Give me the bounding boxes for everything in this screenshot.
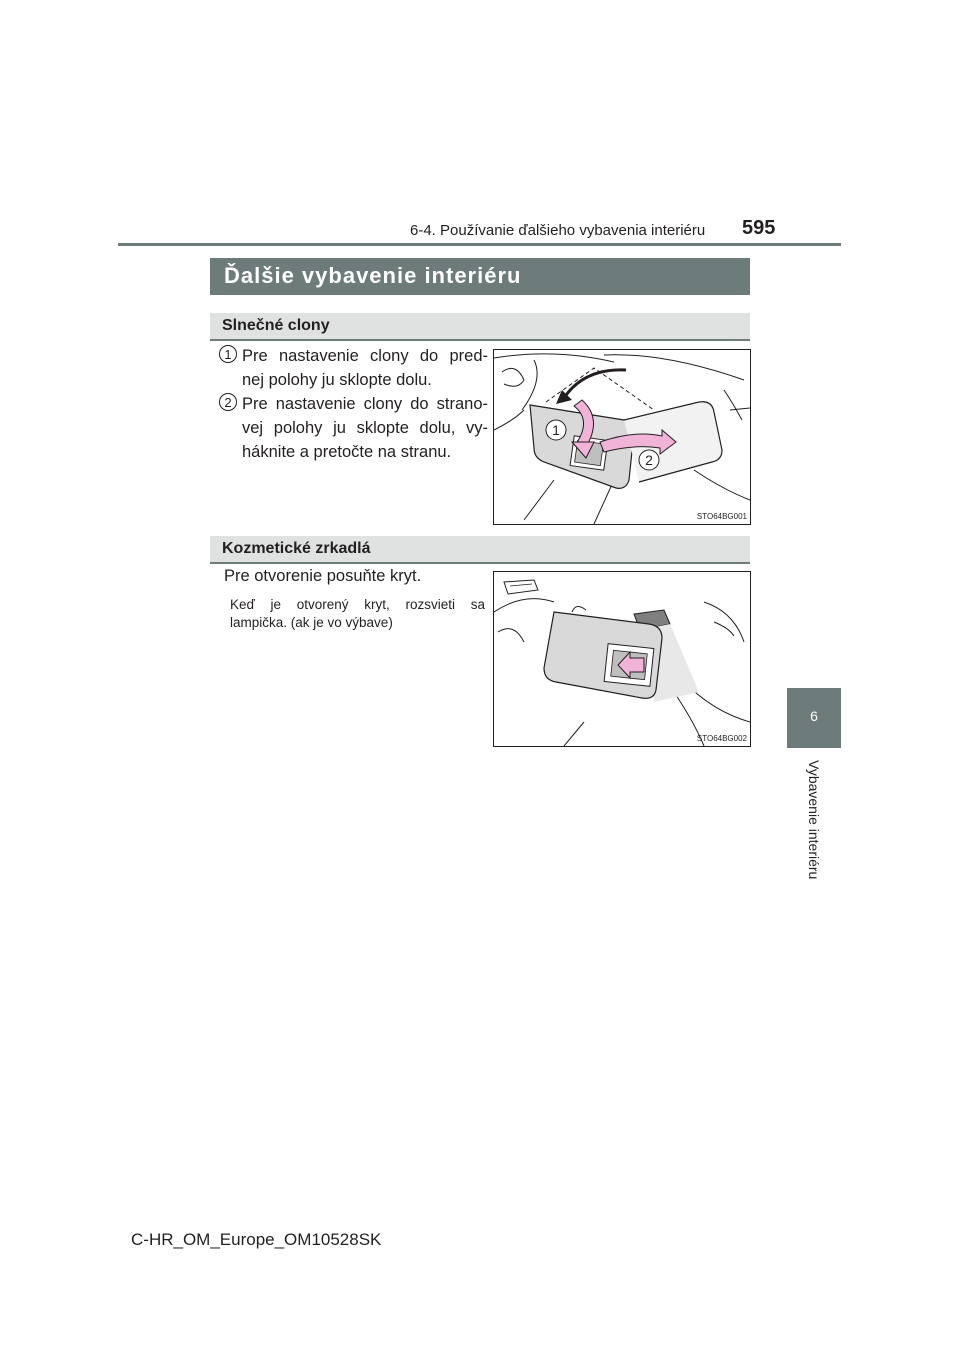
vanity-mirror-drawing — [494, 572, 750, 746]
vanity-mirror-note — [230, 596, 485, 632]
step-2-text — [242, 392, 488, 464]
chapter-side-label — [804, 760, 824, 890]
vanity-mirrors-heading-text: Kozmetické zrkadlá — [222, 540, 371, 557]
step-marker-2: 2 — [219, 393, 237, 411]
step-1-line-1: Pre nastavenie clony do pred- — [242, 347, 488, 365]
section-title: 6-4. Používanie ďalšieho vybavenia interiéru — [410, 222, 706, 239]
step-1-text — [242, 344, 488, 392]
sun-visor-drawing — [494, 350, 750, 524]
illustration-code-1: STO64BG001 — [696, 512, 747, 521]
document-code: C-HR_OM_Europe_OM10528SK — [131, 1230, 382, 1249]
note-line-1: Keď je otvorený kryt, rozsvieti sa — [230, 597, 485, 612]
step-1-line-2: nej polohy ju sklopte dolu. — [242, 371, 432, 389]
sun-visors-heading-text: Slnečné clony — [222, 317, 330, 334]
illustration-code-2: STO64BG002 — [696, 734, 747, 743]
step-2-line-2: vej polohy ju sklopte dolu, vy- — [242, 419, 488, 437]
vanity-mirror-illustration — [493, 571, 751, 747]
chapter-number: 6 — [810, 708, 818, 724]
main-heading — [210, 258, 750, 295]
header-divider — [118, 243, 841, 246]
callout-2: 2 — [645, 452, 653, 468]
step-marker-1: 1 — [219, 345, 237, 363]
step-2-line-1: Pre nastavenie clony do strano- — [242, 395, 488, 413]
main-heading-text: Ďalšie vybavenie interiéru — [224, 263, 522, 288]
sun-visors-heading — [210, 313, 750, 341]
page-number: 595 — [742, 217, 776, 239]
callout-1: 1 — [552, 422, 560, 438]
chapter-tab — [787, 688, 841, 748]
vanity-mirrors-heading — [210, 536, 750, 564]
sun-visor-illustration — [493, 349, 751, 525]
note-line-2: lampička. (ak je vo výbave) — [230, 615, 393, 630]
chapter-title: Vybavenie interiéru — [806, 760, 822, 880]
step-2-line-3: háknite a pretočte na stranu. — [242, 443, 452, 461]
vanity-mirror-instruction: Pre otvorenie posuňte kryt. — [224, 567, 422, 585]
